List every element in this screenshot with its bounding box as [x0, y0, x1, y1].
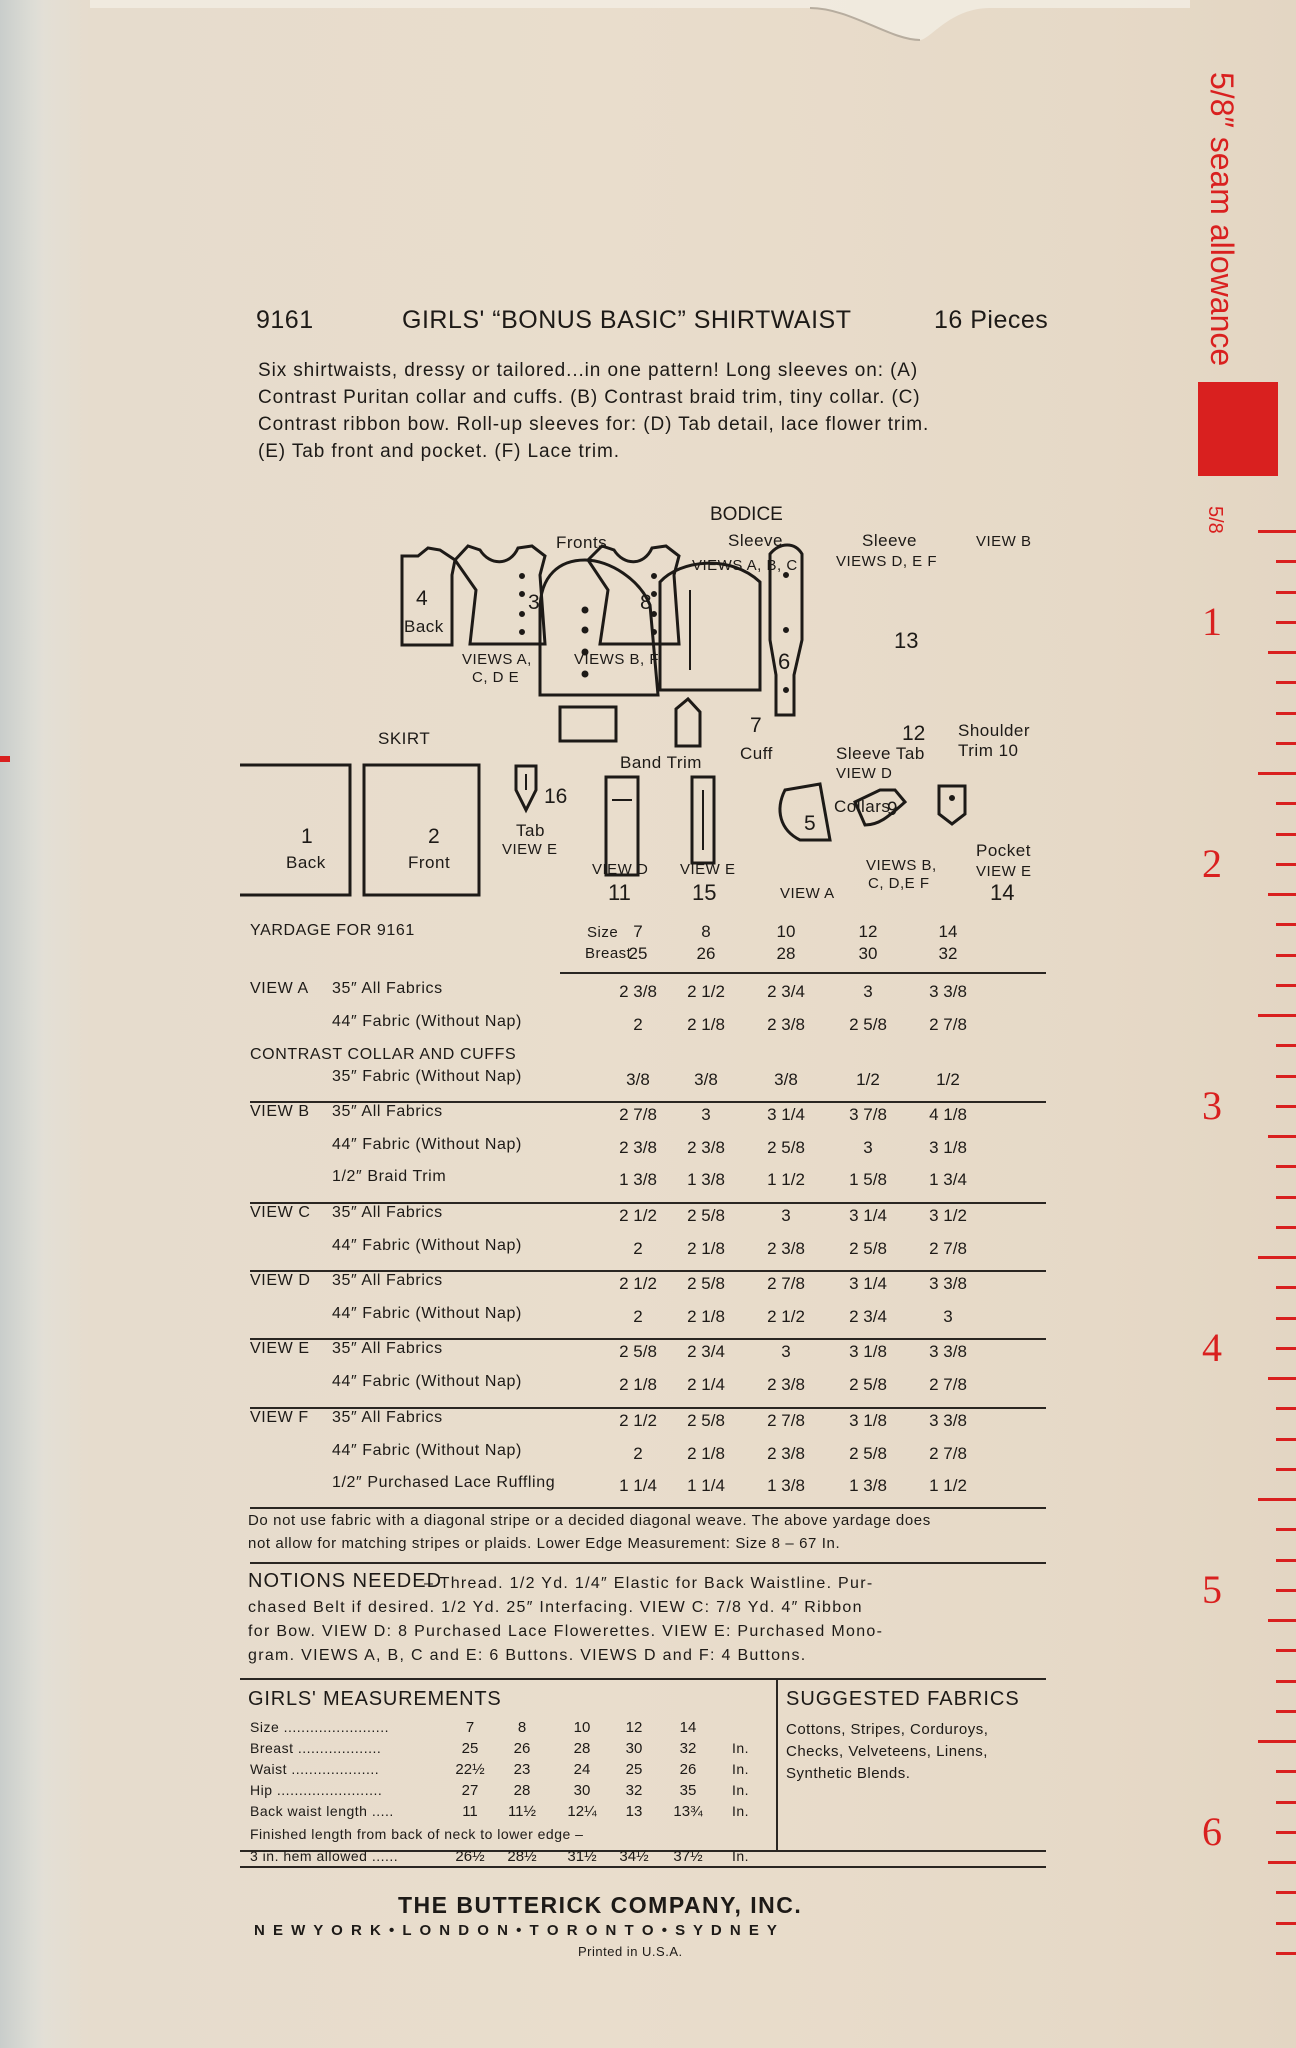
front-piece-8	[588, 546, 679, 644]
measurement-cell: 35	[679, 1782, 697, 1799]
ruler-tick	[1276, 1286, 1296, 1289]
fabrics-line: Cottons, Stripes, Corduroys,	[786, 1721, 989, 1738]
measurement-label: Hip ........................	[250, 1782, 383, 1798]
piece-number: 2	[428, 825, 440, 848]
measurement-cell: 30	[573, 1782, 591, 1799]
measurement-unit: In.	[732, 1782, 750, 1798]
yardage-cell: 2 1/8	[687, 1015, 725, 1034]
yardage-cell: 3 1/4	[849, 1274, 887, 1293]
yardage-cell: 1 3/8	[619, 1170, 657, 1189]
yardage-cell: 2 5/8	[767, 1138, 805, 1157]
measurement-cell: 8	[517, 1719, 527, 1736]
yardage-cell: 1 3/8	[767, 1476, 805, 1495]
yardage-cell: 1 1/2	[929, 1476, 967, 1495]
yardage-cell: 2 7/8	[929, 1015, 967, 1034]
ruler-tick	[1276, 1801, 1296, 1804]
yardage-cell: 3	[781, 1342, 791, 1361]
measurement-cell: 11	[462, 1803, 478, 1820]
yardage-view-label: VIEW F	[250, 1409, 309, 1426]
ruler-tick	[1268, 1861, 1296, 1864]
sleeve-label: Sleeve	[862, 531, 917, 550]
yardage-note: Do not use fabric with a diagonal stripe or a decided diagonal weave. The above yardage does	[248, 1512, 931, 1529]
measurement-cell: 28	[573, 1740, 591, 1757]
yardage-cell: 2	[633, 1239, 643, 1258]
yardage-cell: 1/2	[856, 1070, 880, 1089]
measurement-cell: 26	[679, 1761, 697, 1778]
ruler-tick	[1276, 1528, 1296, 1531]
ruler-tick	[1276, 1559, 1296, 1562]
ruler-tick	[1276, 712, 1296, 715]
ruler-tick	[1268, 1619, 1296, 1622]
finished-length-cell: 31½	[567, 1848, 597, 1865]
views-label: VIEWS B, F	[574, 651, 660, 668]
bodice-label: BODICE	[710, 504, 783, 525]
measurement-label: Back waist length .....	[250, 1803, 394, 1819]
notions-line: for Bow. VIEW D: 8 Purchased Lace Flowerettes. VIEW E: Purchased Mono-	[248, 1623, 884, 1640]
yardage-cell: 2 1/2	[687, 982, 725, 1001]
fabrics-line: Synthetic Blends.	[786, 1765, 911, 1782]
measurement-cell: 32	[625, 1782, 643, 1799]
yardage-cell: 2 1/8	[619, 1375, 657, 1394]
piece-number: 8	[640, 591, 652, 614]
shoulder-trim-label: Shoulder	[958, 721, 1031, 740]
measurement-cell: 23	[513, 1761, 531, 1778]
ruler-tick	[1276, 681, 1296, 684]
views-label: VIEW E	[680, 861, 736, 878]
yardage-cell: 2	[633, 1307, 643, 1326]
yardage-cell: 2 5/8	[849, 1239, 887, 1258]
ruler-tick	[1276, 1317, 1296, 1320]
piece-number: 13	[894, 628, 919, 653]
yardage-cell: 2 5/8	[849, 1444, 887, 1463]
measurement-cell: 14	[679, 1719, 697, 1736]
measurement-cell: 7	[465, 1719, 475, 1736]
yardage-cell: 2 3/8	[619, 1138, 657, 1157]
piece-number: 11	[608, 880, 631, 905]
piece-number: 6	[778, 649, 791, 674]
yardage-cell: 2 1/4	[687, 1375, 725, 1394]
ruler-tick	[1276, 1226, 1296, 1229]
divider	[250, 1562, 1046, 1564]
yardage-cell: 2 5/8	[619, 1342, 657, 1361]
yardage-cell: 2 5/8	[687, 1411, 725, 1430]
views-label: VIEW E	[976, 863, 1032, 880]
yardage-fabric-label: 44″ Fabric (Without Nap)	[332, 1305, 522, 1322]
yardage-note: not allow for matching stripes or plaids. Lower Edge Measurement: Size 8 – 67 In.	[248, 1535, 841, 1552]
piece-number: 14	[990, 880, 1015, 905]
yardage-cell: 3	[781, 1206, 791, 1225]
yardage-fabric-label: 35″ All Fabrics	[332, 1272, 443, 1289]
piece-number: 3	[528, 591, 540, 614]
measurement-cell: 13	[625, 1803, 643, 1820]
company-name: THE BUTTERICK COMPANY, INC.	[398, 1892, 803, 1918]
finished-length-note: Finished length from back of neck to lower edge –	[250, 1826, 584, 1842]
yardage-fabric-label: 44″ Fabric (Without Nap)	[332, 1442, 522, 1459]
views-label: VIEWS B,	[866, 857, 937, 874]
ruler-tick	[1276, 1770, 1296, 1773]
measurement-unit: In.	[732, 1761, 750, 1777]
yardage-view-label: VIEW B	[250, 1103, 310, 1120]
breast-header: 25	[628, 944, 648, 963]
divider	[250, 1407, 1046, 1409]
ruler-tick	[1276, 1347, 1296, 1350]
yardage-cell: 2 1/8	[687, 1307, 725, 1326]
ruler-tick	[1276, 1105, 1296, 1108]
measurement-unit: In.	[732, 1740, 750, 1756]
ruler-number: 1	[1202, 599, 1222, 644]
yardage-cell: 3	[943, 1307, 953, 1326]
yardage-view-label: VIEW E	[250, 1340, 310, 1357]
yardage-fabric-label: 1/2″ Braid Trim	[332, 1168, 447, 1185]
yardage-fabric-label: 35″ All Fabrics	[332, 1204, 443, 1221]
notions-line: – Thread. 1/2 Yd. 1/4″ Elastic for Back Waistline. Pur-	[424, 1575, 874, 1592]
measurement-cell: 30	[625, 1740, 643, 1757]
size-header: 8	[701, 922, 711, 941]
finished-length-cell: 37½	[673, 1848, 703, 1865]
yardage-cell: 2 7/8	[929, 1375, 967, 1394]
yardage-view-label: CONTRAST COLLAR AND CUFFS	[250, 1046, 517, 1063]
ruler-tick	[1276, 833, 1296, 836]
yardage-cell: 2 3/8	[767, 1375, 805, 1394]
yardage-cell: 4 1/8	[929, 1105, 967, 1124]
sleeve-label: Sleeve	[728, 531, 783, 550]
measurement-cell: 28	[513, 1782, 531, 1799]
measurement-cell: 12¼	[567, 1803, 597, 1820]
yardage-cell: 2 7/8	[929, 1444, 967, 1463]
yardage-cell: 3 1/8	[849, 1342, 887, 1361]
ruler-tick	[1276, 1044, 1296, 1047]
size-header: 12	[858, 922, 878, 941]
views-label: VIEW E	[502, 841, 558, 858]
yardage-cell: 1 1/4	[619, 1476, 657, 1495]
divider	[250, 1338, 1046, 1340]
views-label: C, D E	[472, 669, 520, 686]
envelope-left-edge	[0, 0, 44, 2048]
measurement-cell: 10	[573, 1719, 591, 1736]
ruler-tick	[1258, 1498, 1296, 1501]
yardage-cell: 3/8	[694, 1070, 718, 1089]
views-label: VIEWS A, B, C	[692, 557, 798, 574]
piece-number: 7	[750, 714, 762, 737]
ruler-tick	[1276, 1407, 1296, 1410]
cuff-label: Cuff	[740, 744, 773, 763]
yardage-cell: 1 1/2	[767, 1170, 805, 1189]
yardage-cell: 2 3/8	[767, 1239, 805, 1258]
ruler-tick	[1258, 1014, 1296, 1017]
company-cities: N E W Y O R K • L O N D O N • T O R O N T O • S Y D N E Y	[254, 1922, 779, 1939]
yardage-fabric-label: 35″ All Fabrics	[332, 1409, 443, 1426]
yardage-cell: 2 3/4	[687, 1342, 725, 1361]
yardage-cell: 3/8	[774, 1070, 798, 1089]
ruler-tick	[1276, 1710, 1296, 1713]
yardage-cell: 2 3/4	[849, 1307, 887, 1326]
yardage-cell: 2 7/8	[619, 1105, 657, 1124]
ruler-tick	[1276, 863, 1296, 866]
measurements-heading: GIRLS' MEASUREMENTS	[248, 1688, 502, 1710]
pocket-label: Pocket	[976, 841, 1031, 860]
collars-label: Collars	[834, 797, 891, 816]
yardage-cell: 2 3/4	[767, 982, 805, 1001]
breast-header: 28	[776, 944, 796, 963]
ruler-number: 3	[1202, 1083, 1222, 1128]
piece-number: 16	[544, 785, 568, 808]
yardage-view-label: VIEW D	[250, 1272, 311, 1289]
yardage-cell: 3	[863, 982, 873, 1001]
yardage-fabric-label: 35″ Fabric (Without Nap)	[332, 1068, 522, 1085]
edge-mark	[0, 756, 10, 762]
ruler-tick	[1276, 984, 1296, 987]
yardage-cell: 3 1/8	[929, 1138, 967, 1157]
piece-count: 16 Pieces	[934, 306, 1049, 334]
ruler-tick	[1276, 802, 1296, 805]
divider	[240, 1866, 1046, 1868]
finished-length-cell: 26½	[455, 1848, 485, 1865]
sleeve-tab-piece	[676, 699, 700, 746]
sleeve-piece-6	[540, 560, 658, 695]
ruler-tick	[1268, 893, 1296, 896]
breast-header: 30	[858, 944, 878, 963]
yardage-fabric-label: 44″ Fabric (Without Nap)	[332, 1013, 522, 1030]
size-header: 7	[633, 922, 643, 941]
finished-length-unit: In.	[732, 1848, 750, 1864]
band-trim-label: Band Trim	[620, 753, 702, 772]
views-label: VIEW D	[592, 861, 649, 878]
fabrics-line: Checks, Velveteens, Linens,	[786, 1743, 988, 1760]
yardage-view-label: VIEW A	[250, 980, 309, 997]
description-line: Contrast Puritan collar and cuffs. (B) Contrast braid trim, tiny collar. (C)	[258, 387, 921, 408]
back-label: Back	[404, 617, 444, 636]
piece-number: 9	[887, 799, 898, 820]
finished-length-label: 3 in. hem allowed ......	[250, 1848, 399, 1864]
yardage-cell: 2 1/2	[767, 1307, 805, 1326]
yardage-fabric-label: 35″ All Fabrics	[332, 1103, 443, 1120]
yardage-cell: 3 3/8	[929, 1274, 967, 1293]
divider	[250, 1101, 1046, 1103]
skirt-back-piece	[240, 765, 350, 895]
notions-line: chased Belt if desired. 1/2 Yd. 25″ Interfacing. VIEW C: 7/8 Yd. 4″ Ribbon	[248, 1599, 863, 1616]
breast-label: Breast	[585, 945, 632, 962]
views-label: VIEW D	[836, 765, 893, 782]
sleeve-tab-label: Sleeve Tab	[836, 744, 925, 763]
size-header: 14	[938, 922, 958, 941]
yardage-cell: 3 3/8	[929, 1342, 967, 1361]
yardage-cell: 2 1/8	[687, 1239, 725, 1258]
breast-header: 26	[696, 944, 716, 963]
yardage-fabric-label: 44″ Fabric (Without Nap)	[332, 1237, 522, 1254]
pattern-title: GIRLS' “BONUS BASIC” SHIRTWAIST	[402, 306, 852, 334]
yardage-cell: 2 7/8	[929, 1239, 967, 1258]
ruler-number: 6	[1202, 1809, 1222, 1854]
measurement-label: Size ........................	[250, 1719, 389, 1735]
views-label: VIEWS D, E F	[836, 553, 938, 570]
ruler-number: 4	[1202, 1325, 1222, 1370]
yardage-cell: 2	[633, 1015, 643, 1034]
yardage-cell: 3	[863, 1138, 873, 1157]
ruler-number: 5	[1202, 1567, 1222, 1612]
cuff-piece	[560, 707, 616, 741]
yardage-cell: 3	[701, 1105, 711, 1124]
notions-heading: NOTIONS NEEDED	[248, 1570, 443, 1592]
printed-in: Printed in U.S.A.	[578, 1944, 683, 1959]
piece-number: 15	[692, 880, 717, 905]
ruler-tick	[1268, 1377, 1296, 1380]
yardage-view-label: VIEW C	[250, 1204, 311, 1221]
measurement-unit: In.	[732, 1803, 750, 1819]
skirt-label: SKIRT	[378, 729, 431, 748]
yardage-cell: 1 1/4	[687, 1476, 725, 1495]
yardage-cell: 2 5/8	[849, 1375, 887, 1394]
size-label: Size	[587, 924, 619, 941]
ruler-tick	[1258, 772, 1296, 775]
front-label: Front	[408, 853, 451, 872]
measurement-cell: 12	[625, 1719, 643, 1736]
yardage-cell: 3 1/8	[849, 1411, 887, 1430]
yardage-fabric-label: 35″ All Fabrics	[332, 1340, 443, 1357]
back-label: Back	[286, 853, 326, 872]
ruler-tick	[1268, 651, 1296, 654]
divider	[560, 972, 1046, 974]
finished-length-cell: 28½	[507, 1848, 537, 1865]
ruler-tick	[1276, 1922, 1296, 1925]
yardage-cell: 2 7/8	[767, 1274, 805, 1293]
yardage-cell: 2 7/8	[767, 1411, 805, 1430]
measurement-cell: 11½	[507, 1803, 537, 1820]
ruler-tick	[1276, 560, 1296, 563]
measurement-cell: 24	[573, 1761, 591, 1778]
yardage-cell: 3 1/2	[929, 1206, 967, 1225]
breast-header: 32	[938, 944, 958, 963]
ruler-tick	[1268, 1135, 1296, 1138]
measurement-cell: 13¾	[673, 1803, 703, 1820]
yardage-cell: 2 1/2	[619, 1411, 657, 1430]
yardage-title: YARDAGE FOR 9161	[250, 922, 415, 939]
yardage-cell: 1 5/8	[849, 1170, 887, 1189]
yardage-fabric-label: 44″ Fabric (Without Nap)	[332, 1136, 522, 1153]
piece-number: 5	[804, 812, 816, 835]
notions-line: gram. VIEWS A, B, C and E: 6 Buttons. VIEWS D and F: 4 Buttons.	[248, 1647, 807, 1664]
yardage-cell: 2 3/8	[767, 1015, 805, 1034]
seam-allowance-label: 5/8″ seam allowance	[1204, 72, 1240, 367]
description-line: (E) Tab front and pocket. (F) Lace trim.	[258, 441, 620, 462]
yardage-cell: 2 1/2	[619, 1206, 657, 1225]
measurement-cell: 32	[679, 1740, 697, 1757]
ruler-tick	[1276, 1438, 1296, 1441]
views-label: VIEW A	[780, 885, 835, 902]
yardage-cell: 2 5/8	[849, 1015, 887, 1034]
yardage-cell: 2 1/8	[687, 1444, 725, 1463]
measurement-cell: 25	[625, 1761, 643, 1778]
divider	[250, 1507, 1046, 1509]
yardage-cell: 2 3/8	[767, 1444, 805, 1463]
divider	[250, 1202, 1046, 1204]
fronts-label: Fronts	[556, 533, 608, 552]
measurement-cell: 25	[461, 1740, 479, 1757]
yardage-cell: 2 3/8	[687, 1138, 725, 1157]
yardage-fabric-label: 1/2″ Purchased Lace Ruffling	[332, 1474, 556, 1491]
ruler-tick	[1258, 1740, 1296, 1743]
envelope-flap	[90, 0, 1190, 60]
yardage-cell: 3 3/8	[929, 982, 967, 1001]
yardage-cell: 3 1/4	[849, 1206, 887, 1225]
ruler-tick	[1276, 1831, 1296, 1834]
fraction-label: 5/8	[1204, 506, 1226, 534]
yardage-fabric-label: 35″ All Fabrics	[332, 980, 443, 997]
pocket-piece	[939, 786, 965, 824]
ruler-tick	[1276, 742, 1296, 745]
ruler-tick	[1276, 1468, 1296, 1471]
yardage-cell: 2	[633, 1444, 643, 1463]
piece-number: 12	[902, 722, 926, 745]
description-line: Contrast ribbon bow. Roll-up sleeves for: (D) Tab detail, lace flower trim.	[258, 414, 930, 435]
ruler-tick	[1276, 923, 1296, 926]
views-label: C, D,E F	[868, 875, 930, 892]
piece-number: 4	[416, 587, 428, 610]
yardage-cell: 1 3/8	[849, 1476, 887, 1495]
yardage-cell: 1/2	[936, 1070, 960, 1089]
yardage-cell: 3/8	[626, 1070, 650, 1089]
ruler-tick	[1276, 954, 1296, 957]
yardage-cell: 2 5/8	[687, 1206, 725, 1225]
yardage-cell: 2 5/8	[687, 1274, 725, 1293]
yardage-cell: 3 3/8	[929, 1411, 967, 1430]
measurement-cell: 26	[513, 1740, 531, 1757]
measurement-cell: 27	[461, 1782, 479, 1799]
ruler-tick	[1276, 1891, 1296, 1894]
shoulder-trim-label: Trim 10	[958, 741, 1019, 760]
yardage-cell: 1 3/8	[687, 1170, 725, 1189]
ruler-tick	[1276, 1649, 1296, 1652]
ruler-tick	[1276, 591, 1296, 594]
yardage-cell: 1 3/4	[929, 1170, 967, 1189]
seam-allowance-bar	[1198, 382, 1278, 476]
finished-length-cell: 34½	[619, 1848, 649, 1865]
seam-allowance-ruler	[1188, 60, 1296, 2048]
ruler-tick	[1276, 1075, 1296, 1078]
yardage-cell: 3 7/8	[849, 1105, 887, 1124]
tab-label: Tab	[516, 821, 545, 840]
ruler-tick	[1258, 1256, 1296, 1259]
pattern-number: 9161	[256, 306, 314, 334]
description-line: Six shirtwaists, dressy or tailored...in one pattern! Long sleeves on: (A)	[258, 360, 919, 381]
yardage-cell: 2 3/8	[619, 982, 657, 1001]
fabrics-heading: SUGGESTED FABRICS	[786, 1688, 1020, 1710]
ruler-number: 2	[1202, 841, 1222, 886]
size-header: 10	[776, 922, 796, 941]
divider	[250, 1270, 1046, 1272]
ruler-tick	[1276, 621, 1296, 624]
divider	[776, 1678, 778, 1850]
piece-number: 1	[301, 825, 313, 848]
ruler-tick	[1276, 1165, 1296, 1168]
views-label: VIEWS A,	[462, 651, 532, 668]
ruler-tick	[1276, 1589, 1296, 1592]
yardage-cell: 3 1/4	[767, 1105, 805, 1124]
measurement-label: Waist ....................	[250, 1761, 380, 1777]
measurement-label: Breast ...................	[250, 1740, 382, 1756]
ruler-tick	[1258, 530, 1296, 533]
skirt-front-piece	[364, 765, 479, 895]
measurement-cell: 22½	[455, 1761, 485, 1778]
ruler-tick	[1276, 1196, 1296, 1199]
yardage-fabric-label: 44″ Fabric (Without Nap)	[332, 1373, 522, 1390]
ruler-tick	[1276, 1680, 1296, 1683]
ruler-tick	[1276, 1952, 1296, 1955]
yardage-cell: 2 1/2	[619, 1274, 657, 1293]
views-label: VIEW B	[976, 533, 1032, 550]
divider	[240, 1678, 1046, 1680]
